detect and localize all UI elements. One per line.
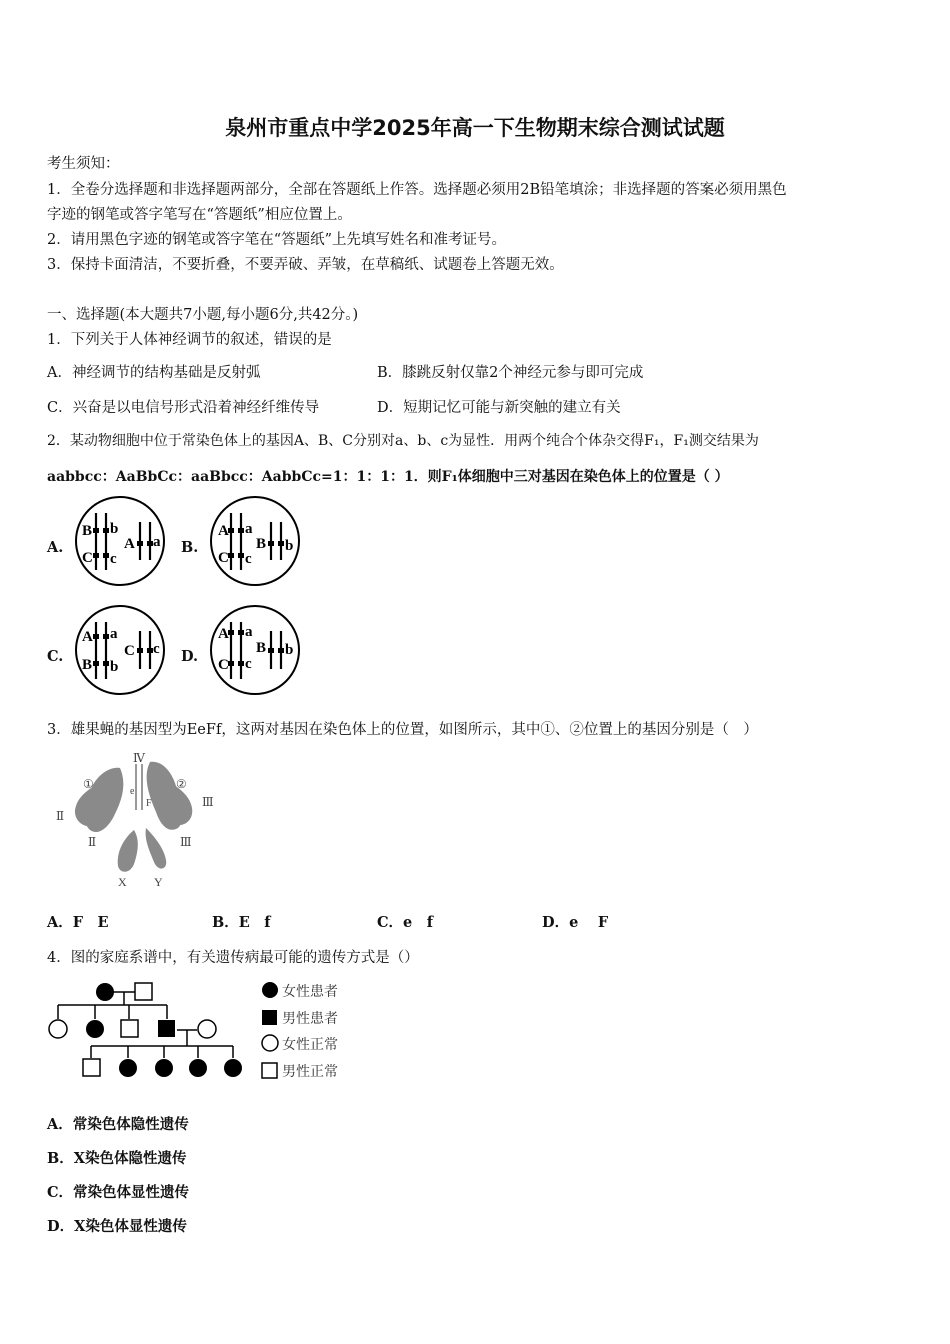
legend-female-affected-icon: [262, 982, 278, 998]
section-heading: 一、选择题(本大题共7小题,每小题6分,共42分。): [47, 307, 359, 323]
option-2d-label: D.: [181, 648, 199, 665]
question-3-stem: 3．雄果蝇的基因型为EeFf，这两对基因在染色体上的位置，如图所示，其中①、②位置上的基因分别是（ ）: [47, 722, 758, 738]
gene-label: c: [245, 551, 252, 567]
gene-label: B: [256, 640, 267, 656]
option-4a: A．常染色体隐性遗传: [47, 1116, 189, 1133]
gene-label: b: [110, 521, 119, 537]
option-1a: A．神经调节的结构基础是反射弧: [47, 365, 261, 381]
gene-f-label: F: [146, 798, 152, 809]
option-4b: B．X染色体隐性遗传: [47, 1150, 187, 1167]
page-title: 泉州市重点中学2025年高一下生物期末综合测试试题: [225, 116, 725, 140]
chromosome-x: [118, 830, 138, 872]
gene-label: C: [218, 550, 229, 566]
legend-label: 女性正常: [282, 1038, 338, 1053]
gene-label: C: [82, 550, 93, 566]
option-4d: D．X染色体显性遗传: [47, 1218, 187, 1235]
gene-label: c: [245, 656, 252, 672]
pedigree-female-affected: [119, 1059, 137, 1077]
legend-male-normal-icon: [262, 1063, 277, 1078]
legend-male-affected-icon: [262, 1010, 277, 1025]
option-1d: D．短期记忆可能与新突触的建立有关: [377, 400, 621, 416]
gene-label: c: [110, 551, 117, 567]
option-2b-label: B.: [181, 539, 199, 556]
option-2a-label: A.: [47, 539, 64, 556]
chromosome-III-bottom-label: Ⅲ: [180, 835, 192, 849]
option-3a: A．F E: [47, 914, 109, 931]
pedigree-female-affected: [86, 1020, 104, 1038]
option-3d: D．e F: [542, 914, 609, 931]
gene-label: a: [245, 624, 253, 640]
legend-label: 男性正常: [282, 1065, 338, 1080]
notice-heading: 考生须知：: [47, 156, 120, 172]
option-1c: C．兴奋是以电信号形式沿着神经纤维传导: [47, 400, 320, 416]
pedigree-male-affected: [158, 1020, 175, 1037]
option-3c: C．e f: [377, 914, 434, 931]
pedigree-chart: [40, 975, 380, 1090]
pedigree-male-normal: [83, 1059, 100, 1076]
chromosome-II-left-label: Ⅱ: [56, 809, 65, 823]
pedigree-female-normal: [49, 1020, 67, 1038]
legend-female-normal-icon: [262, 1035, 278, 1051]
chromosome-III-right-label: Ⅲ: [202, 795, 214, 809]
gene-label: A: [218, 626, 229, 642]
gene-label: a: [153, 534, 161, 550]
question-2-stem-2: aabbcc：AaBbCc：aaBbcc：AabbCc=1：1：1：1．则F₁体细胞中三对基因在染色体上的位置是（ ）: [47, 469, 729, 485]
gene-label: b: [285, 538, 294, 554]
pedigree-female-affected: [155, 1059, 173, 1077]
notice-line-2: 2．请用黑色字迹的钢笔或答字笔在“答题纸”上先填写姓名和准考证号。: [47, 232, 507, 248]
pedigree-legend: [262, 982, 338, 1080]
gene-label: B: [82, 657, 93, 673]
pedigree-female-affected: [96, 983, 114, 1001]
gene-label: b: [285, 642, 294, 658]
gene-label: B: [82, 523, 93, 539]
gene-label: A: [82, 629, 93, 645]
question-1-stem: 1．下列关于人体神经调节的叙述，错误的是: [47, 332, 332, 348]
notice-line-1b: 字迹的钢笔或答字笔写在“答题纸”相应位置上。: [47, 207, 352, 223]
option-2c-label: C.: [47, 648, 64, 665]
legend-label: 男性患者: [282, 1012, 338, 1027]
gene-label: a: [245, 521, 253, 537]
question-2-stem-1: 2．某动物细胞中位于常染色体上的基因A、B、C分别对a、b、c为显性．用两个纯合个体杂交得F₁，F₁测交结果为: [47, 433, 759, 449]
pedigree-female-affected: [189, 1059, 207, 1077]
gene-label: C: [218, 657, 229, 673]
gene-label: B: [256, 536, 267, 552]
option-1b: B．膝跳反射仅靠2个神经元参与即可完成: [377, 365, 644, 381]
notice-line-3: 3．保持卡面清洁，不要折叠，不要弄破、弄皱，在草稿纸、试题卷上答题无效。: [47, 257, 564, 273]
position-2-label: ②: [176, 777, 187, 791]
notice-line-1a: 1．全卷分选择题和非选择题两部分，全部在答题纸上作答。选择题必须用2B铅笔填涂；非选择题的答案必须用黑色: [47, 182, 787, 198]
gene-label: b: [110, 659, 119, 675]
chromosome-II-bottom-label: Ⅱ: [88, 835, 97, 849]
pedigree-female-affected: [224, 1059, 242, 1077]
chromosome-figure: [50, 748, 220, 893]
gene-label: c: [153, 641, 160, 657]
chromosome-y: [146, 828, 167, 869]
pedigree-male-normal: [135, 983, 152, 1000]
legend-label: 女性患者: [282, 985, 338, 1000]
chromosome-x-label: X: [118, 875, 127, 889]
option-3b: B．E f: [212, 914, 271, 931]
gene-label: A: [218, 523, 229, 539]
chromosome-y-label: Y: [154, 875, 163, 889]
gene-label: C: [124, 643, 135, 659]
option-4c: C．常染色体显性遗传: [47, 1184, 190, 1201]
gene-label: a: [110, 626, 118, 642]
chromosome-IV-label: Ⅳ: [133, 751, 145, 765]
question-4-stem: 4．图的家庭系谱中，有关遗传病最可能的遗传方式是（）: [47, 950, 419, 966]
gene-label: A: [124, 536, 135, 552]
gene-e-label: e: [130, 786, 135, 797]
pedigree-male-normal: [121, 1020, 138, 1037]
position-1-label: ①: [83, 777, 94, 791]
pedigree-female-normal: [198, 1020, 216, 1038]
